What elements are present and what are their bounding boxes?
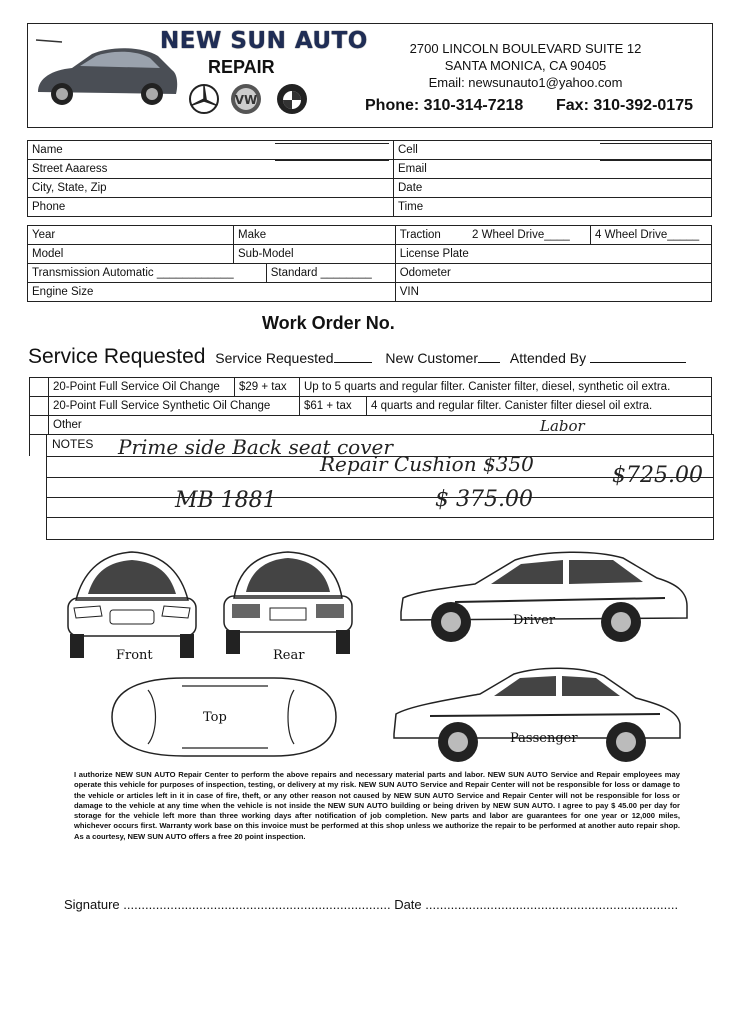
passenger-side-diagram[interactable] (390, 664, 686, 764)
passenger-label: Passenger (510, 731, 578, 746)
traction-label: Traction (399, 229, 441, 241)
notes-label: NOTES (52, 437, 94, 451)
new-customer-label: New Customer (385, 350, 479, 366)
signature-line[interactable] (64, 897, 678, 912)
maker-logos (188, 82, 318, 116)
phone-number: Phone: 310-314-7218 (365, 97, 524, 114)
customer-table (27, 140, 712, 217)
name-field[interactable]: Name (28, 141, 394, 160)
other-field[interactable]: Other (49, 416, 712, 435)
standard-field[interactable]: Standard ________ (266, 264, 395, 283)
plate-field[interactable]: License Plate (395, 245, 711, 264)
street-field[interactable]: Street Aaaress (28, 160, 394, 179)
vw-logo (231, 84, 261, 114)
notes-line (46, 517, 713, 518)
date-field[interactable]: Date (394, 179, 712, 198)
rear-label: Rear (273, 648, 305, 663)
service-requested-blank[interactable] (334, 349, 372, 363)
four-wheel-drive[interactable]: 4 Wheel Drive_____ (591, 226, 712, 245)
notes-line (46, 497, 713, 498)
service-requested-label: Service Requested (215, 350, 334, 366)
checkbox-synthetic[interactable] (30, 397, 49, 416)
signature-label: Signature (64, 897, 120, 912)
rear-view-diagram[interactable] (218, 548, 358, 660)
checkbox-other[interactable] (30, 416, 49, 435)
address-line-2: SANTA MONICA, CA 90405 (444, 58, 607, 73)
checkbox-oil-change[interactable] (30, 378, 49, 397)
service-name: 20-Point Full Service Oil Change (49, 378, 235, 397)
service-title: Service Requested (28, 345, 206, 368)
two-wheel-drive[interactable]: 2 Wheel Drive____ (472, 229, 570, 241)
year-field[interactable]: Year (28, 226, 234, 245)
service-requested-line (28, 345, 686, 369)
bmw-logo (277, 84, 307, 114)
handwritten-line-2: Repair Cushion $350 (320, 452, 534, 476)
handwritten-labor: Labor (540, 417, 585, 435)
address-line-1: 2700 LINCOLN BOULEVARD SUITE 12 (409, 41, 642, 56)
handwritten-total: $725.00 (612, 463, 703, 488)
engine-field[interactable]: Engine Size (28, 283, 396, 302)
email-field[interactable]: Email (394, 160, 712, 179)
cell-field[interactable]: Cell (394, 141, 712, 160)
brand-name: NEW SUN AUTO (160, 28, 368, 54)
driver-side-diagram[interactable] (395, 548, 695, 648)
attended-by-blank[interactable] (590, 349, 686, 363)
fax-number: Fax: 310-392-0175 (556, 97, 693, 114)
vin-field[interactable]: VIN (395, 283, 711, 302)
brand-subtitle: REPAIR (208, 57, 275, 77)
service-desc: Up to 5 quarts and regular filter. Canister filter, diesel, synthetic oil extra. (300, 378, 712, 397)
service-price: $61 + tax (300, 397, 367, 416)
attended-by-label: Attended By (509, 350, 587, 366)
handwritten-line-3: MB 1881 (175, 488, 277, 513)
phone-field[interactable]: Phone (28, 198, 394, 217)
mercedes-logo (190, 85, 218, 113)
top-label: Top (203, 710, 227, 725)
submodel-field[interactable]: Sub-Model (234, 245, 396, 264)
make-field[interactable]: Make (234, 226, 396, 245)
handwritten-amount: $ 375.00 (435, 487, 533, 512)
date-label: Date (394, 897, 422, 912)
svg-text:VW: VW (234, 93, 258, 107)
transmission-field[interactable]: Transmission Automatic ____________ (28, 264, 267, 283)
front-label: Front (116, 648, 153, 663)
email-line: Email: newsunauto1@yahoo.com (428, 75, 623, 90)
service-name: 20-Point Full Service Synthetic Oil Change (49, 397, 300, 416)
date-dots[interactable]: ...................................................................... (425, 897, 679, 912)
odometer-field[interactable]: Odometer (395, 264, 711, 283)
handwritten-line-1: Prime side Back seat cover (118, 435, 393, 459)
front-view-diagram[interactable] (62, 548, 202, 660)
driver-label: Driver (513, 613, 556, 628)
authorization-text: I authorize NEW SUN AUTO Repair Center to perform the above repairs and necessary material parts and labor. NEW SUN AUTO Service and Repair employees may operate this vehicle for purposes of inspection, testing, or delivery at my risk. NEW SUN AUTO Service and Repair Center will not be responsible for loss or damage to the vehicle or articles left in it in case of fire, theft, or any other reason not caused by NEW SUN AUTO Service and Repair Center will not be responsible for loss or damage to the vehicle at any time when the vehicle is not inside the NEW SUN AUTO building or being driven by NEW SUN AUTO. I agree to pay $ 45.00 per day for storage for the vehicle left more than three working days after notification of job completion. New parts and labor are guarantees for one year or 12,000 miles, whichever occurs first. Warranty work base on this invoice must be performed at this shop unless we authorize the repair to be performed at another auto repair shop. As a courtesy, NEW SUN AUTO offers a free 20 point inspection. (74, 770, 680, 841)
traction-field[interactable] (395, 226, 590, 245)
vehicle-table (27, 225, 712, 302)
service-price: $29 + tax (235, 378, 300, 397)
work-order-title: Work Order No. (262, 313, 395, 333)
new-customer-blank[interactable] (478, 349, 500, 363)
time-field[interactable]: Time (394, 198, 712, 217)
city-field[interactable]: City, State, Zip (28, 179, 394, 198)
service-desc: 4 quarts and regular filter. Canister filter diesel oil extra. (367, 397, 712, 416)
model-field[interactable]: Model (28, 245, 234, 264)
service-table (29, 377, 712, 435)
signature-dots[interactable]: .......................................................................... (123, 897, 391, 912)
